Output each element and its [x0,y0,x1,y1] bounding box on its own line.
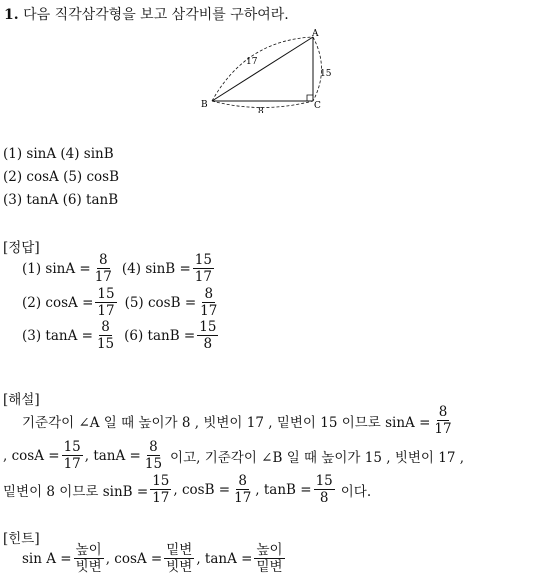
explanation-cosb-fraction: $\frac{8}{17}$ [234,473,252,507]
answer-1-label: (1) sinA = [22,260,91,277]
answer-6-fraction: $\frac{15}{8}$ [199,319,217,353]
question-number: 1. [4,7,19,23]
explanation-line-1: 기준각이 ∠A 일 때 높이가 8 , 빗변이 17 , 밑변이 15 이므로 sinA = $\frac{8}{17}$ [22,404,452,438]
triangle-figure [198,28,333,117]
answer-2-fraction: $\frac{15}{17}$ [97,286,115,320]
explanation-header: [해설] [3,392,40,408]
explanation-sina-fraction: $\frac{8}{17}$ [434,404,452,438]
vertex-b-label: B [201,100,208,110]
answer-row-1 [22,253,216,284]
answer-1-fraction: $\frac{8}{17}$ [94,252,112,286]
hint-formulas: sin A = $\frac{\text{높이}}{\text{빗변}}$ , cosA = $\frac{\text{밑변}}{\text{빗변}}$ , tanA = $\frac{\text{높이}}{\text{밑변}}$ [22,542,283,576]
side-ab-length: 17 [246,57,258,67]
answer-row-2 [22,287,221,318]
hint-cos-fraction: $\frac{\text{밑변}}{\text{빗변}}$ [166,542,193,576]
answer-3-label: (3) tanA = [22,327,93,344]
question-title [4,4,289,24]
explanation-cosa-fraction: $\frac{15}{17}$ [63,439,81,473]
answer-3-fraction: $\frac{8}{15}$ [96,319,115,353]
answer-2-label: (2) cosA = [22,294,94,311]
answer-4-fraction: $\frac{15}{17}$ [194,252,212,286]
option-line-1: (1) sinA (4) sinB [3,146,114,162]
question-prompt: 다음 직각삼각형을 보고 삼각비를 구하여라. [23,7,289,23]
explanation-tanb-fraction: $\frac{15}{8}$ [315,473,333,507]
vertex-c-label: C [314,101,321,111]
hint-tan-fraction: $\frac{\text{높이}}{\text{밑변}}$ [256,542,283,576]
side-ab [212,37,313,101]
answer-row-3 [22,320,220,351]
side-bc-length: 8 [258,107,264,113]
right-angle-mark [307,95,313,101]
answer-6-label: (6) tanB = [124,327,196,344]
explanation-tana-fraction: $\frac{8}{15}$ [144,439,163,473]
explanation-line-2: , cosA = $\frac{15}{17}$ , tanA = $\frac{8}{15}$ 이고, 기준각이 ∠B 일 때 높이가 15 , 빗변이 17 , [3,439,464,473]
explanation-line-3: 밑변이 8 이므로 sinB = $\frac{15}{17}$ , cosB = $\frac{8}{17}$ , tanB = $\frac{15}{8}$ 이다. [3,473,372,507]
hint-sin-fraction: $\frac{\text{높이}}{\text{빗변}}$ [75,542,102,576]
side-ac-length: 15 [320,69,332,79]
option-line-2: (2) cosA (5) cosB [3,169,120,185]
answer-header: [정답] [3,240,40,256]
answer-5-label: (5) cosB = [124,294,197,311]
vertex-a-label: A [312,29,319,39]
answer-4-label: (4) sinB = [121,260,191,277]
option-line-3: (3) tanA (6) tanB [3,192,119,208]
answer-5-fraction: $\frac{8}{17}$ [200,286,218,320]
hint-header: [힌트] [3,531,40,547]
explanation-sinb-fraction: $\frac{15}{17}$ [152,473,170,507]
